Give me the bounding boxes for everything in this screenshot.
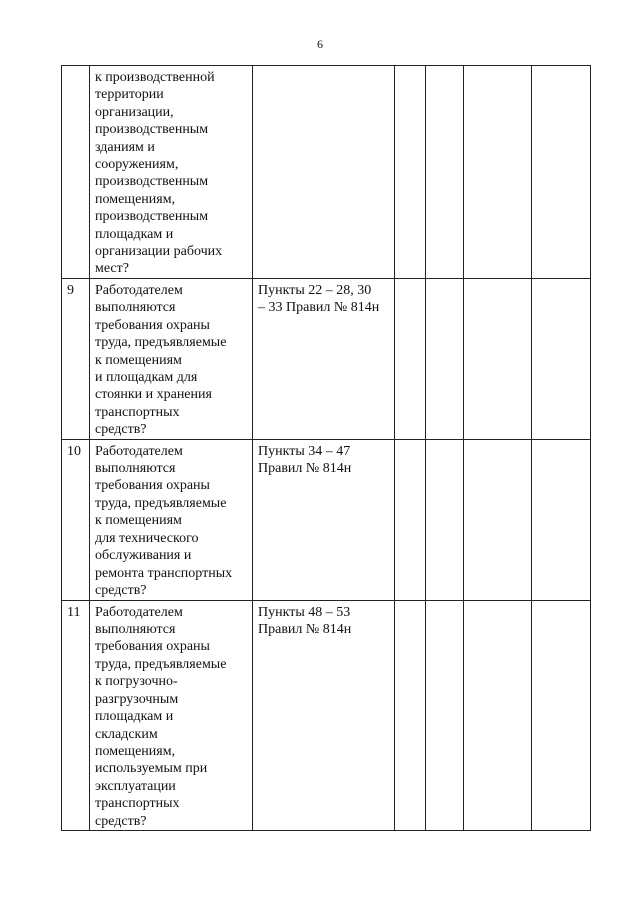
answer-cell — [395, 279, 426, 440]
row-number: 11 — [62, 600, 90, 830]
answer-cell — [395, 66, 426, 279]
page-number: 6 — [317, 37, 323, 51]
answer-cell — [395, 439, 426, 600]
answer-cell — [464, 66, 532, 279]
table-row — [62, 279, 591, 440]
answer-cell — [532, 600, 591, 830]
row-reference: Пункты 22 – 28, 30 – 33 Правил № 814н — [253, 279, 395, 440]
row-reference: Пункты 34 – 47 Правил № 814н — [253, 439, 395, 600]
answer-cell — [464, 439, 532, 600]
answer-cell — [532, 439, 591, 600]
answer-cell — [426, 279, 464, 440]
table-row — [62, 66, 591, 279]
row-reference: Пункты 48 – 53 Правил № 814н — [253, 600, 395, 830]
row-number — [62, 66, 90, 279]
answer-cell — [532, 279, 591, 440]
row-number: 10 — [62, 439, 90, 600]
answer-cell — [395, 600, 426, 830]
row-question: к производственной территории организации, производственным зданиям и сооружениям, производственным помещениям, производственным площадкам и организации рабочих мест? — [90, 66, 253, 279]
answer-cell — [464, 279, 532, 440]
row-question: Работодателем выполняются требования охраны труда, предъявляемые к погрузочно- разгрузочным площадкам и складским помещениям, используемым при эксплуатации транспортных средств? — [90, 600, 253, 830]
row-reference — [253, 66, 395, 279]
row-number: 9 — [62, 279, 90, 440]
answer-cell — [532, 66, 591, 279]
row-question: Работодателем выполняются требования охраны труда, предъявляемые к помещениям и площадкам для стоянки и хранения транспортных средств? — [90, 279, 253, 440]
table-row — [62, 439, 591, 600]
answer-cell — [426, 66, 464, 279]
answer-cell — [426, 439, 464, 600]
answer-cell — [464, 600, 532, 830]
row-question: Работодателем выполняются требования охраны труда, предъявляемые к помещениям для технического обслуживания и ремонта транспортных средств? — [90, 439, 253, 600]
answer-cell — [426, 600, 464, 830]
checklist-table — [61, 65, 591, 831]
table-row — [62, 600, 591, 830]
